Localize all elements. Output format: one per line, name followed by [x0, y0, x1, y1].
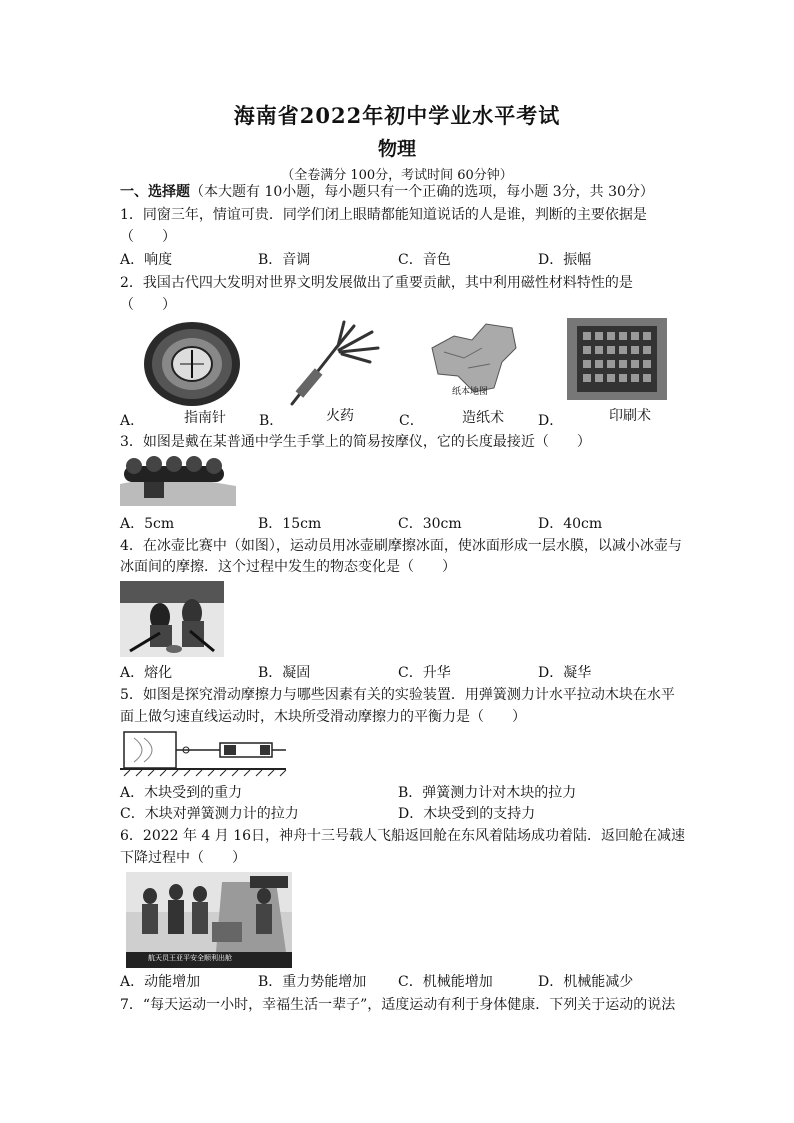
exam-note: （全卷满分 100分，考试时间 60分钟）: [281, 168, 513, 183]
q6-option-c: C．机械能增加: [398, 974, 493, 990]
q1-text: 1．同窗三年，情谊可贵．同学们闭上眼睛都能知道说话的人是谁，判断的主要依据是: [120, 207, 647, 223]
q3-option-b: B．15cm: [258, 516, 322, 532]
q6-text-2: 下降过程中（ ）: [120, 850, 246, 866]
printing-image: [567, 318, 667, 400]
capsule-banner: 航天员王亚平安全顺利出舱: [148, 954, 232, 962]
q3-text: 3．如图是戴在某普通中学生手掌上的简易按摩仪，它的长度最接近（ ）: [120, 434, 591, 450]
massager-image: [120, 456, 236, 508]
q4-option-c: C．升华: [398, 665, 451, 681]
q4-text-2: 冰面间的摩擦．这个过程中发生的物态变化是（ ）: [120, 559, 456, 575]
q2-paren: （ ）: [120, 297, 176, 313]
caption-gunpowder: 火药: [326, 408, 354, 424]
section-desc: （本大题有 10小题，每小题只有一个正确的选项，每小题 3分，共 30分）: [190, 184, 654, 200]
q4-text-1: 4．在冰壶比赛中（如图），运动员用冰壶刷摩擦冰面，使冰面形成一层水膜，以减小冰壶与: [120, 538, 682, 554]
q6-option-b: B．重力势能增加: [258, 974, 367, 990]
subject-title: 物理: [377, 138, 416, 160]
q3-option-a: A．5cm: [120, 516, 175, 532]
q1-option-b: B．音调: [258, 252, 311, 268]
q1-paren: （ ）: [120, 229, 176, 245]
gunpowder-image: [284, 318, 384, 410]
q4-option-d: D．凝华: [538, 665, 592, 681]
q3-option-c: C．30cm: [398, 516, 462, 532]
q5-option-d: D．木块受到的支持力: [398, 806, 536, 822]
q6-text-1: 6．2022 年 4 月 16日，神舟十三号载人飞船返回舱在东风着陆场成功着陆．返回舱在减速: [120, 828, 686, 844]
q2-letter-b: B．: [259, 413, 284, 429]
q6-option-d: D．机械能减少: [538, 974, 634, 990]
q5-text-2: 面上做匀速直线运动时，木块所受滑动摩擦力的平衡力是（ ）: [120, 709, 526, 725]
q5-option-a: A．木块受到的重力: [120, 785, 243, 801]
section-title: 一、选择题: [120, 184, 190, 200]
q2-text: 2．我国古代四大发明对世界文明发展做出了重要贡献，其中利用磁性材料特性的是: [120, 275, 633, 291]
q5-option-c: C．木块对弹簧测力计的拉力: [120, 806, 299, 822]
q1-option-d: D．振幅: [538, 252, 592, 268]
q4-option-a: A．熔化: [120, 665, 173, 681]
caption-printing: 印刷术: [609, 408, 651, 424]
section-heading: [120, 182, 654, 202]
q5-text-1: 5．如图是探究滑动摩擦力与哪些因素有关的实验装置．用弹簧测力计水平拉动木块在水平: [120, 687, 675, 703]
map-label: 纸本地图: [452, 387, 489, 397]
q1-option-a: A．响度: [120, 252, 173, 268]
page-title: 海南省2022年初中学业水平考试: [233, 103, 561, 128]
caption-compass: 指南针: [184, 410, 226, 426]
q6-option-a: A．动能增加: [120, 974, 201, 990]
q4-option-b: B．凝固: [258, 665, 311, 681]
curling-image: [120, 581, 224, 657]
compass-image: [142, 318, 242, 408]
friction-apparatus-image: [120, 728, 290, 778]
caption-papermaking: 造纸术: [462, 410, 504, 426]
q2-letter-d: D．: [538, 413, 564, 429]
q2-letter-a: A．: [120, 413, 145, 429]
q2-letter-c: C．: [399, 413, 424, 429]
q7-text: 7．“每天运动一小时，幸福生活一辈子”，适度运动有利于身体健康．下列关于运动的说法: [120, 997, 676, 1013]
q5-option-b: B．弹簧测力计对木块的拉力: [398, 785, 577, 801]
q3-option-d: D．40cm: [538, 516, 603, 532]
q1-option-c: C．音色: [398, 252, 451, 268]
